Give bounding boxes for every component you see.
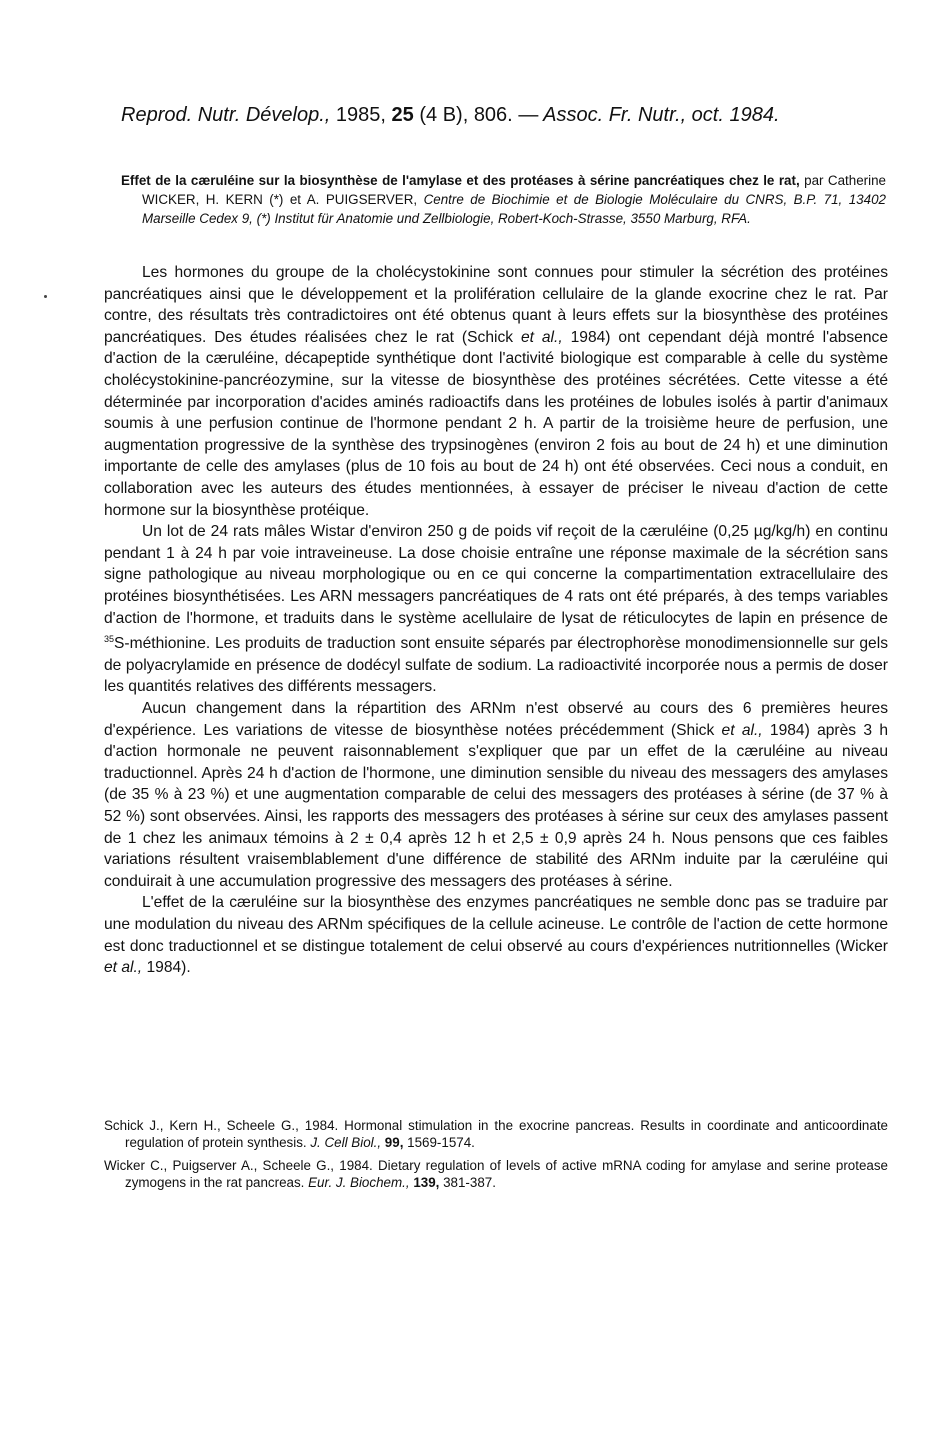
body-paragraph-2 [104,521,888,698]
text-run: 1984) ont cependant déjà montré l'absence d'action de la cæruléine, décapeptide synthétique dont l'activité biologique est comparable à celle du système cholécystokinine-pancréozymine, sur la vitesse de biosynthèse des protéines sécrétées. Cette vitesse a été déterminée par incorporation d'acides aminés radioactifs dans les protéines de lobules isolés à partir d'animaux soumis à une perfusion continue de l'hormone pendant 2 h. A partir de la troisième heure de perfusion, une augmentation progressive de la synthèse des trypsinogènes (environ 2 fois au bout de 24 h) et une diminution importante de celle des amylases (plus de 10 fois au bout de 24 h) ont été observées. Ceci nous a conduit, en collaboration avec les auteurs des études mentionnées, à essayer de préciser le niveau d'action de cette hormone sur la biosynthèse protéique. [104,328,889,519]
reference-volume: 99, [384,1135,404,1150]
journal-year: 1985, [335,104,386,126]
reference-journal: Eur. J. Biochem., [308,1175,410,1190]
isotope-superscript: 35 [104,634,115,645]
article-affiliation: Centre de Biochimie et de Biologie Moléculaire du CNRS, B.P. 71, 13402 Marseille Cedex 9, (*) Institut für Anatomie und Zellbiologie, Robert-Koch-Strasse, 3550 Marburg, RFA. [142,192,886,226]
text-run: L'effet de la cæruléine sur la biosynthèse des enzymes pancréatiques ne semble donc pas se traduire par une modulation du niveau des ARNm spécifiques de la cellule acineuse. Le contrôle de l'action de cette hormone est donc traductionnel et se distingue totalement de celui observé au cours d'expériences nutritionnelles (Wicker [104,894,888,955]
article-body [104,262,888,979]
reference-text: Wicker C., Puigserver A., Scheele G., 1984. Dietary regulation of levels of active mRNA coding for amylase and serine protease zymogens in the rat pancreas. [104,1158,888,1190]
citation-etal: et al., [520,328,563,346]
body-paragraph-3 [104,698,888,892]
journal-volume: 25 [391,104,414,126]
journal-name: Reprod. Nutr. Dévelop., [121,104,331,126]
abstract-heading [121,171,886,228]
citation-etal: et al., [104,959,143,977]
text-run: Aucun changement dans la répartition des ARNm n'est observé au cours des 6 premières heures d'expérience. Les variations de vitesse de biosynthèse notées précédemment (Shick [104,700,888,739]
header-dash: — [518,104,539,126]
reference-pages: 1569-1574. [403,1135,475,1150]
text-run: 1984). [142,959,191,977]
citation-etal: et al., [721,721,763,739]
reference-journal: J. Cell Biol., [310,1135,382,1150]
reference-item [104,1157,888,1191]
reference-text: Schick J., Kern H., Scheele G., 1984. Hormonal stimulation in the exocrine pancreas. Results in coordinate and anticoordinate regulation of protein synthesis. [104,1118,888,1150]
text-run: 1984) après 3 h d'action hormonale ne peuvent raisonnablement s'expliquer que par un effet de la cæruléine au niveau traductionnel. Après 24 h d'action de l'hormone, une diminution sensible du niveau des messagers des amylases (de 35 % à 23 %) et une augmentation comparable de celui des messagers des protéases à sérine (de 37 % à 52 %) sont observées. Ainsi, les rapports des messagers des protéases à sérine sur ceux des amylases passent de 1 chez les animaux témoins à 2 ± 0,4 après 12 h et 2,5 ± 0,9 après 24 h. Nous pensons que ces faibles variations résultent vraisemblablement d'une différence de stabilité des ARNm induite par la cæruléine qui conduirait à une accumulation progressive des messagers des protéases à sérine. [104,721,888,890]
reference-item [104,1117,888,1151]
article-authors: par Catherine WICKER, H. KERN (*) et A. PUIGSERVER, [142,173,886,207]
reference-pages: 381-387. [439,1175,496,1190]
journal-header [121,102,881,128]
margin-speck [44,295,47,298]
text-run: S-méthionine. Les produits de traduction sont ensuite séparés par électrophorèse monodimensionnelle sur gels de polyacrylamide en présence de dodécyl sulfate de sodium. La radioactivité incorporée nous a permis de doser les quantités relatives des différents messagers. [104,635,888,696]
body-paragraph-1 [104,262,888,521]
text-run: Un lot de 24 rats mâles Wistar d'environ 250 g de poids vif reçoit de la cæruléine (0,25 µg/kg/h) en continu pendant 1 à 24 h par voie intraveineuse. La dose choisie entraîne une réponse maximale de la sécrétion sans signe pathologique au niveau morphologique ou en ce qui concerne la compartimentation extracellulaire des protéines biosynthétisées. Les ARN messagers pancréatiques de 4 rats ont été préparés, à des temps variables d'action de l'hormone, et traduits dans le système acellulaire de lysat de réticulocytes de lapin en présence de [104,523,888,627]
abstract-block [121,171,886,228]
reference-volume: 139, [413,1175,440,1190]
text-run: Les hormones du groupe de la cholécystokinine sont connues pour stimuler la sécrétion des protéines pancréatiques ainsi que le développement et la prolifération cellulaire de la glande exocrine chez le rat. Par contre, des résultats très contradictoires ont été obtenus quant à leurs effets sur la biosynthèse des protéines pancréatiques. Des études réalisées chez le rat (Schick [104,264,888,346]
journal-issue-pages: (4 B), 806. [419,104,513,126]
meeting-name: Assoc. Fr. Nutr., oct. 1984. [543,104,780,126]
article-title: Effet de la cæruléine sur la biosynthèse de l'amylase et des protéases à sérine pancréatiques chez le rat, [121,173,800,188]
reference-list [104,1117,888,1197]
body-paragraph-4 [104,892,888,978]
